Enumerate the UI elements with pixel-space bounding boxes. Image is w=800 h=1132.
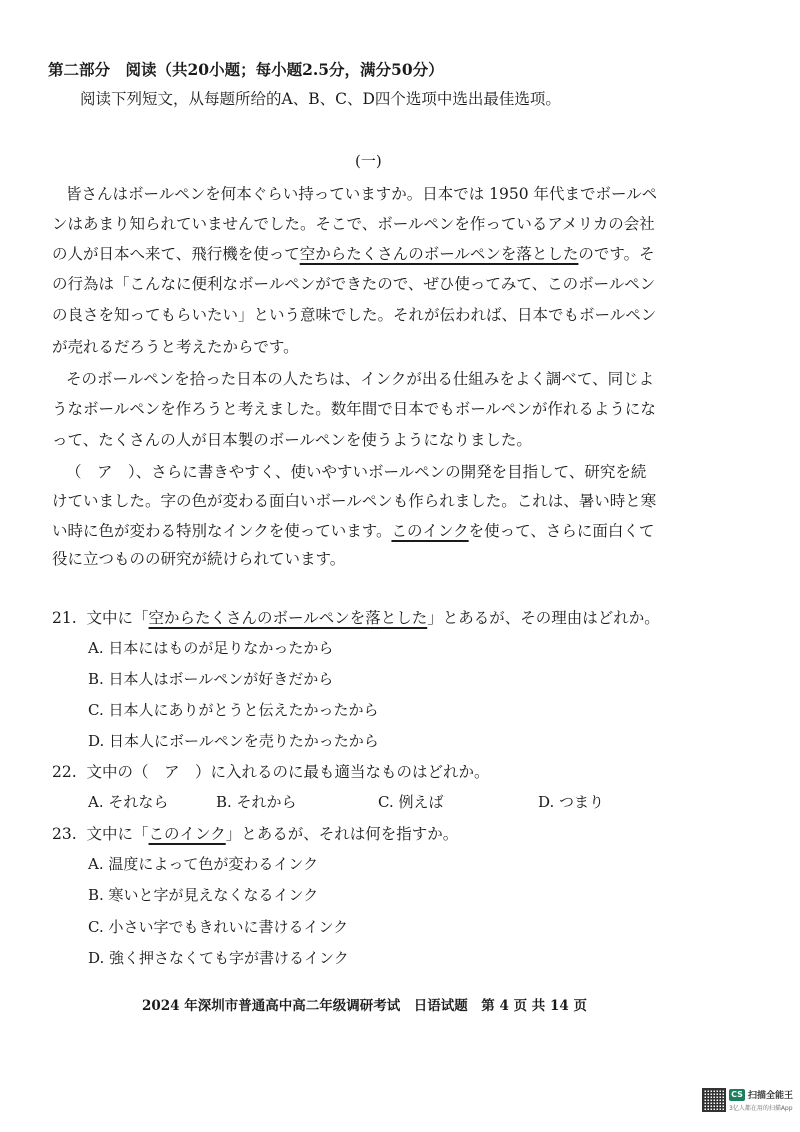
watermark-title: 扫描全能王 (748, 1091, 794, 1101)
passage-text: のです。そ (578, 245, 655, 263)
question-number: 21. (52, 609, 77, 627)
question-stem: 」とあるが、その理由はどれか。 (427, 609, 660, 627)
option-22-c[interactable]: C. 例えば (378, 793, 444, 811)
question-quote: 空からたくさんのボールペンを落とした (148, 609, 428, 627)
underlined-phrase-this-ink: このインク (391, 522, 469, 540)
option-22-d[interactable]: D. つまり (538, 793, 605, 811)
passage-text: の人が日本へ来て、飛行機を使って (52, 245, 300, 263)
option-23-b[interactable]: B. 寒いと字が見えなくなるインク (88, 886, 319, 904)
option-23-a[interactable]: A. 温度によって色が変わるインク (88, 855, 319, 873)
passage-line: の行為は「こんなに便利なボールペンができたので、ぜひ使ってみて、このボールペン (52, 275, 656, 293)
question-22 (52, 760, 490, 782)
question-21 (52, 606, 660, 628)
watermark-subtitle: 3亿人都在用的扫描App (729, 1105, 793, 1112)
passage-line (52, 243, 692, 265)
page-footer: 2024 年深圳市普通高中高二年级调研考试 日语试题 第 4 页 共 14 页 (142, 998, 587, 1014)
option-23-d[interactable]: D. 強く押さなくても字が書けるインク (88, 949, 349, 967)
question-number: 23. (52, 825, 77, 843)
passage-line: 皆さんはボールペンを何本ぐらい持っていますか。日本では 1950 年代までボールペ (66, 185, 658, 203)
passage-line: ンはあまり知られていませんでした。そこで、ボールペンを作っているアメリカの会社 (52, 215, 655, 233)
option-21-d[interactable]: D. 日本人にボールペンを売りたかったから (88, 732, 379, 750)
question-23 (52, 822, 458, 844)
option-21-b[interactable]: B. 日本人はボールペンが好きだから (88, 670, 334, 688)
question-stem: 文中の（ ア ）に入れるのに最も適当なものはどれか。 (86, 763, 490, 781)
passage-text: を使って、さらに面白くて (468, 522, 655, 540)
question-stem: 文中に「 (86, 825, 149, 843)
passage-text: い時に色が変わる特別なインクを使っています。 (52, 522, 392, 540)
option-23-c[interactable]: C. 小さい字でもきれいに書けるインク (88, 918, 349, 936)
passage-number: (一) (355, 152, 382, 170)
question-number: 22. (52, 763, 77, 781)
passage-line: うなボールペンを作ろうと考えました。数年間で日本でもボールペンが作れるようにな (52, 400, 656, 418)
passage-line: 役に立つものの研究が続けられています。 (52, 550, 346, 568)
camscanner-logo-icon: CS (729, 1089, 745, 1101)
qr-code-icon (702, 1088, 726, 1112)
passage-line: けていました。字の色が変わる面白いボールペンも作られました。これは、暑い時と寒 (52, 492, 657, 510)
passage-line: って、たくさんの人が日本製のボールペンを使うようになりました。 (52, 431, 532, 449)
option-21-a[interactable]: A. 日本にはものが足りなかったから (88, 639, 334, 657)
passage-line: （ ア ）、さらに書きやすく、使いやすいボールペンの開発を目指して、研究を続 (66, 463, 647, 481)
passage-line: そのボールペンを拾った日本の人たちは、インクが出る仕組みをよく調べて、同じよ (66, 370, 655, 388)
section-title: 第二部分 阅读（共20小题；每小题2.5分，满分50分） (48, 60, 444, 79)
question-stem: 文中に「 (86, 609, 149, 627)
underlined-phrase-balloon-drop: 空からたくさんのボールペンを落とした (299, 245, 579, 263)
passage-line: の良さを知ってもらいたい」という意味でした。それが伝われば、日本でもボールペン (52, 306, 657, 324)
question-quote: このインク (148, 825, 226, 843)
option-22-b[interactable]: B. それから (216, 793, 297, 811)
option-21-c[interactable]: C. 日本人にありがとうと伝えたかったから (88, 701, 379, 719)
option-22-a[interactable]: A. それなら (88, 793, 169, 811)
instruction: 阅读下列短文，从每题所给的A、B、C、D四个选项中选出最佳选项。 (80, 90, 561, 108)
passage-line (52, 520, 692, 542)
question-stem: 」とあるが、それは何を指すか。 (225, 825, 459, 843)
passage-line: が売れるだろうと考えたからです。 (52, 338, 299, 356)
